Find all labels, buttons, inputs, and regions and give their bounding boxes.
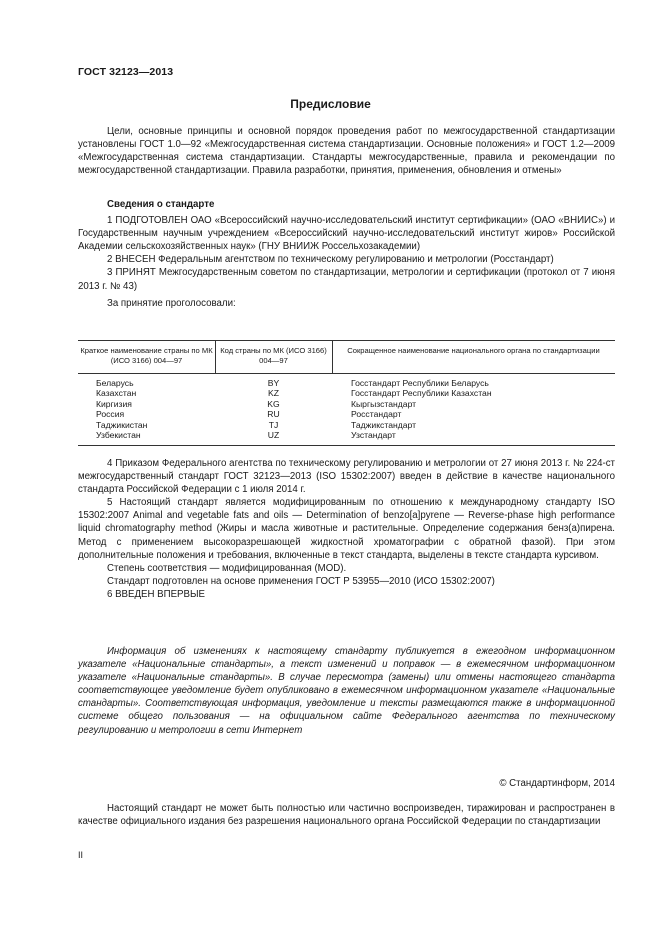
country-name: Киргизия [96,398,132,409]
voted-label: За принятие проголосовали: [107,297,236,309]
standards-body: Госстандарт Республики Беларусь [351,378,489,388]
table-body [78,378,615,440]
item-5: 5 Настоящий стандарт является модифицированным по отношению к международному стандарту ISO 15302:2007 Animal and vegetable fats and oils — Determination of benzo[a]pyrene — Reverse-phase high performance liquid chromatography method (Жиры и масла животные и растительные. Определение содержания бенз(а)пирена. Метод с применением высокоразрешающей жидкостной хроматографии с обратной фазой). При этом дополнительные положения и требования, включенные в текст стандарта, выделены в тексте стандарта курсивом. [78,497,615,561]
changes-notice [78,645,615,737]
basis-note: Стандарт подготовлен на основе применения ГОСТ Р 53955—2010 (ИСО 15302:2007) [107,575,495,587]
table-row [78,399,615,409]
copyright: © Стандартинформ, 2014 [499,778,615,789]
table-header-country: Краткое наименование страны по МК (ИСО 3166) 004—97 [80,346,213,365]
enactment-section [78,457,615,601]
country-code: BY [267,378,280,388]
info-section [78,198,615,310]
voting-table [78,340,615,446]
page-number: II [78,850,84,860]
item-6: 6 ВВЕДЕН ВПЕРВЫЕ [107,588,206,600]
country-name: Казахстан [96,388,137,399]
country-name: Россия [96,409,125,420]
country-code: KZ [268,388,279,399]
standards-body: Узстандарт [351,429,396,440]
country-name: Узбекистан [96,429,141,440]
table-header-code: Код страны по МК (ИСО 3166) 004—97 [220,346,327,365]
country-code: RU [267,409,280,420]
item-4: 4 Приказом Федерального агентства по техническому регулированию и метрологии от 27 июня 2013 г. № 224-ст межгосударственный стандарт ГОСТ 32123—2013 (ISO 15302:2007) введен в действие в качестве национального стандарта Российской Федерации с 1 июля 2014 г. [78,458,615,496]
notice-paragraph: Информация об изменениях к настоящему стандарту публикуется в ежегодном информационном указателе «Национальные стандарты», а текст изменений и поправок — в ежемесячном информационном указателе «Национальные стандарты». В случае пересмотра (замены) или отмены настоящего стандарта соответствующее уведомление будет опубликовано в ежемесячном информационном указателе «Национальные стандарты». Соответствующая информация, уведомление и тексты размещаются также в информационной системе общего пользования — на официальном сайте Федерального агентства по техническому регулированию и метрологии в сети Интернет [78,646,615,736]
table-header-body: Сокращенное наименование национального органа по стандартизации [347,346,600,355]
table-row [78,420,615,430]
rights-section [78,802,615,828]
item-3: 3 ПРИНЯТ Межгосударственным советом по стандартизации, метрологии и сертификации (протокол от 7 июня 2013 г. № 43) [78,267,615,292]
rights-paragraph: Настоящий стандарт не может быть полностью или частично воспроизведен, тиражирован и распространен в качестве официального издания без разрешения национального органа Российской Федерации по стандартизации [78,803,615,828]
standards-body: Госстандарт Республики Казахстан [351,388,492,399]
info-heading: Сведения о стандарте [107,199,215,210]
country-name: Таджикистан [96,419,148,430]
country-code: UZ [267,429,280,440]
intro-section [78,125,615,177]
country-code: TJ [268,419,279,430]
conformity-degree: Степень соответствия — модифицированная (MOD). [107,562,347,574]
table-row [78,388,615,398]
country-code: KG [267,398,280,409]
standards-body: Росстандарт [351,409,402,420]
table-row [78,430,615,440]
table-header-rule [78,373,615,374]
item-2: 2 ВНЕСЕН Федеральным агентством по техническому регулированию и метрологии (Росстандарт) [107,254,554,266]
page-title: Предисловие [290,97,371,111]
standards-body: Таджикстандарт [351,419,417,430]
intro-paragraph: Цели, основные принципы и основной порядок проведения работ по межгосударственной стандартизации установлены ГОСТ 1.0—92 «Межгосударственная система стандартизации. Основные положения» и ГОСТ 1.2—2009 «Межгосударственная система стандартизации. Стандарты межгосударственные, правила и рекомендации по межгосударственной стандартизации. Правила разработки, принятия, применения, обновления и отмены» [78,126,615,177]
country-name: Беларусь [96,378,134,388]
document-code: ГОСТ 32123—2013 [78,66,174,78]
table-row [78,409,615,419]
item-1: 1 ПОДГОТОВЛЕН ОАО «Всероссийский научно-исследовательский институт сертификации» (ОАО «ВНИИС») и Государственным научным учреждением «Всероссийский научно-исследовательский институт жиров» Российской Академии сельскохозяйственных наук» (ГНУ ВНИИЖ Россельхозакадемии) [78,215,615,253]
standards-body: Кыргызстандарт [351,398,417,409]
table-row [78,378,615,388]
